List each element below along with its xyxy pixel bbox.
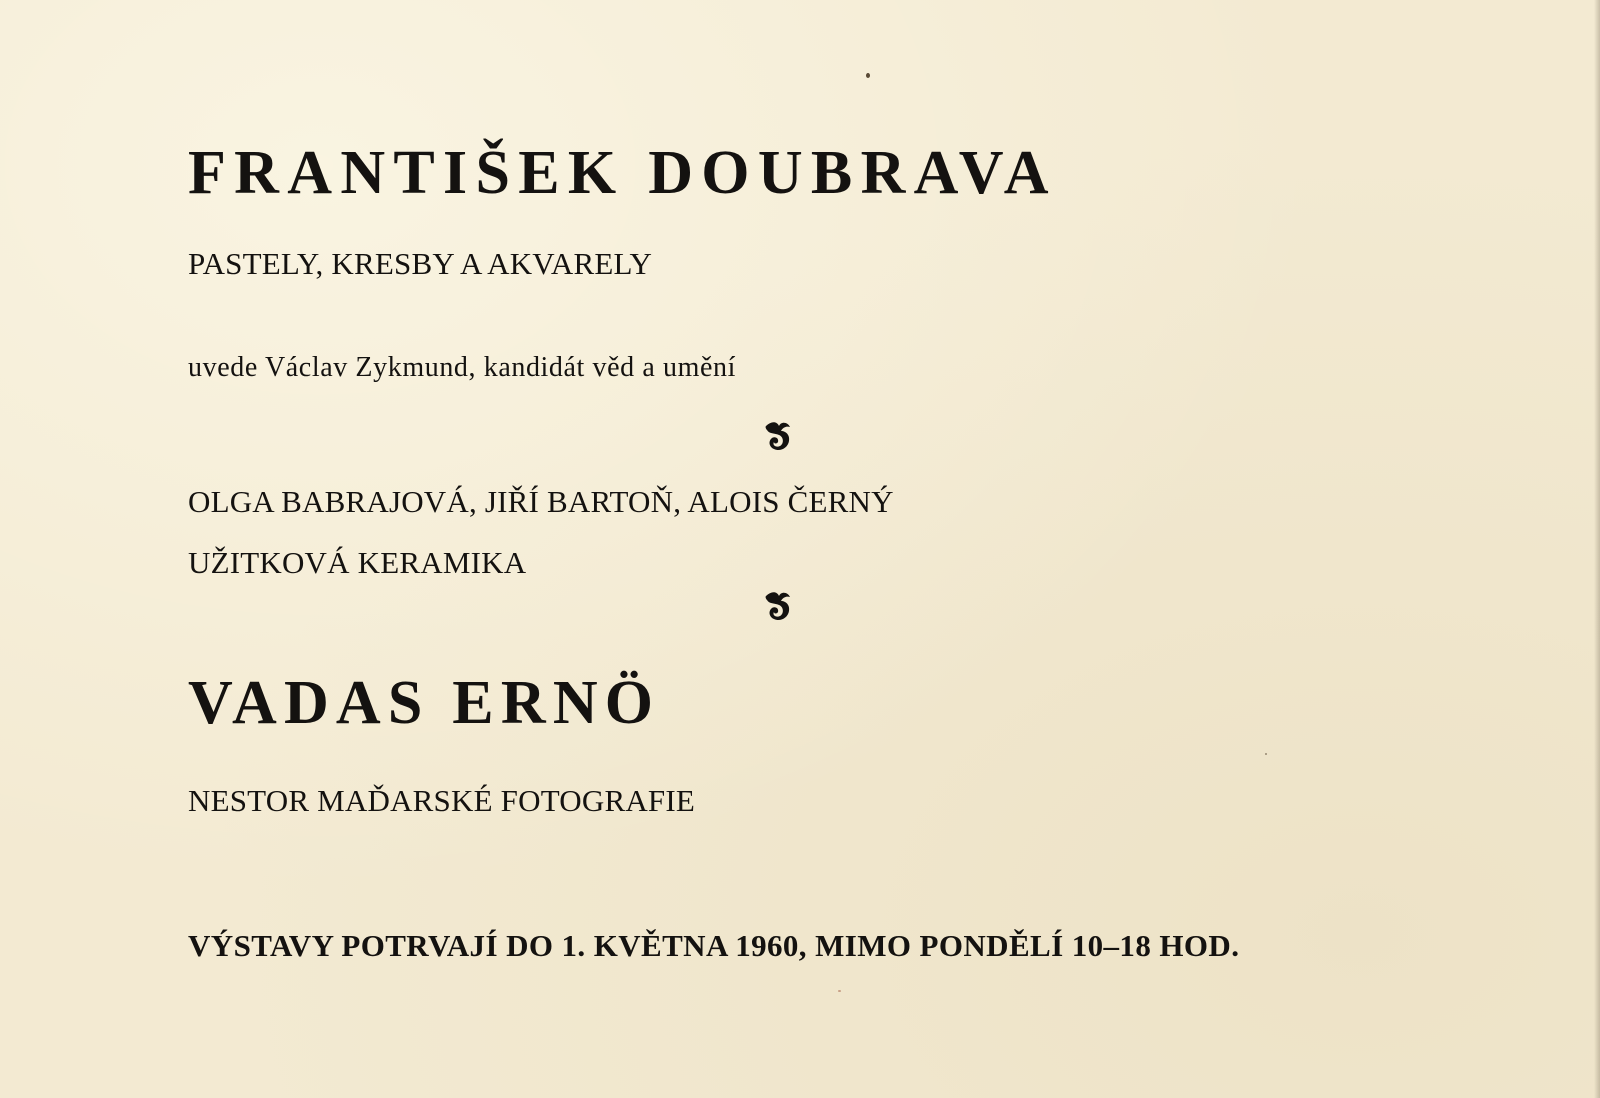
- paper-speck: [866, 73, 870, 78]
- artist-names-ceramics: OLGA BABRAJOVÁ, JIŘÍ BARTOŇ, ALOIS ČERNÝ: [188, 484, 894, 519]
- works-description-doubrava: PASTELY, KRESBY A AKVARELY: [188, 246, 653, 281]
- works-description-vadas: NESTOR MAĎARSKÉ FOTOGRAFIE: [188, 783, 696, 818]
- exhibition-dates-note: VÝSTAVY POTRVAJÍ DO 1. KVĚTNA 1960, MIMO PONDĚLÍ 10–18 HOD.: [188, 928, 1240, 963]
- introduction-line: uvede Václav Zykmund, kandidát věd a umění: [188, 352, 736, 383]
- paper-speck: [838, 990, 841, 992]
- card-edge: [1594, 0, 1600, 1098]
- paper-speck: [1265, 753, 1267, 755]
- artist-name-vadas: VADAS ERNÖ: [188, 669, 661, 737]
- fleuron-icon: [763, 420, 793, 454]
- artist-name-doubrava: FRANTIŠEK DOUBRAVA: [188, 139, 1057, 207]
- fleuron-icon: [763, 590, 793, 624]
- works-description-ceramics: UŽITKOVÁ KERAMIKA: [188, 545, 527, 580]
